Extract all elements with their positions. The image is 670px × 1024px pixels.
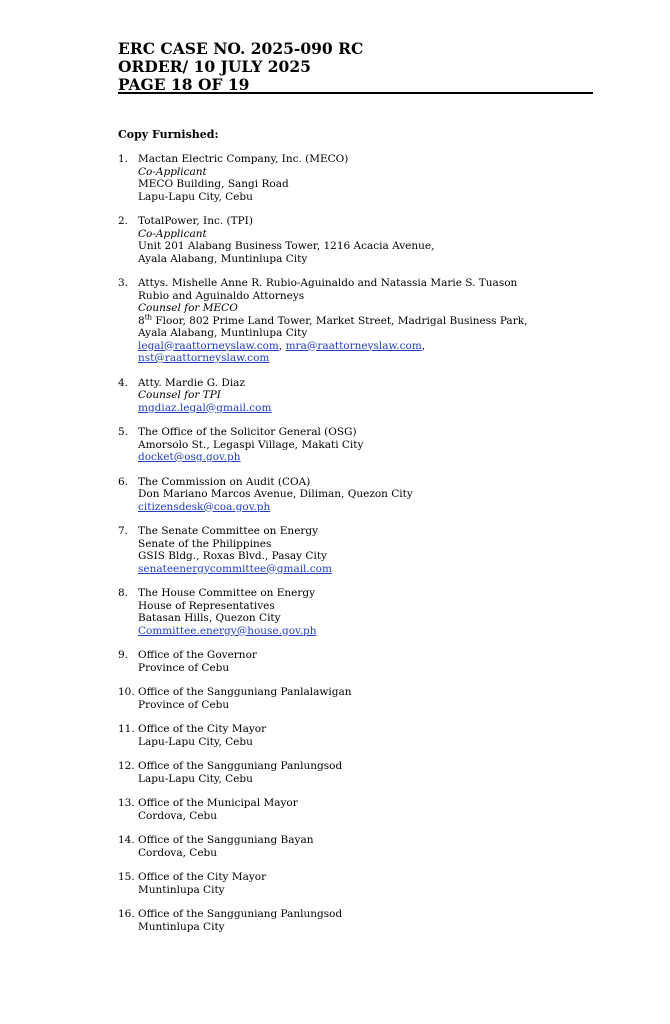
email-link[interactable]: Committee.energy@house.gov.ph: [138, 624, 317, 637]
item-number: 10.: [118, 686, 135, 698]
item-number: 8.: [118, 587, 129, 599]
item-body: [138, 215, 588, 265]
address-line: MECO Building, Sangi Road: [138, 178, 289, 190]
item-number: 14.: [118, 834, 135, 846]
list-item: [118, 277, 588, 365]
header-divider: [118, 92, 593, 94]
item-number: 1.: [118, 153, 129, 165]
address-line: Lapu-Lapu City, Cebu: [138, 190, 253, 203]
item-number: 7.: [118, 525, 129, 537]
address-text: Floor, 802 Prime Land Tower, Market Street, Madrigal Business Park,: [152, 314, 528, 327]
address-line: The Office of the Solicitor General (OSG): [138, 426, 357, 438]
item-body: [138, 476, 588, 514]
ordinal-suffix: th: [144, 313, 153, 321]
address-line: Office of the Governor: [138, 649, 257, 661]
address-line: The Senate Committee on Energy: [138, 525, 319, 537]
counsel-role: Co-Applicant: [138, 227, 207, 240]
email-link[interactable]: citizensdesk@coa.gov.ph: [138, 500, 271, 513]
separator-text: ,: [278, 339, 286, 352]
item-number: 9.: [118, 649, 129, 661]
address-line: GSIS Bldg., Roxas Blvd., Pasay City: [138, 550, 327, 562]
address-line: Senate of the Philippines: [138, 537, 272, 550]
list-item: [118, 377, 588, 415]
address-line: The Commission on Audit (COA): [138, 475, 311, 488]
item-number: 5.: [118, 426, 129, 438]
counsel-role: Counsel for MECO: [138, 302, 238, 314]
address-line: Muntinlupa City: [138, 920, 225, 933]
address-line: Don Mariano Marcos Avenue, Diliman, Quezon City: [138, 488, 413, 500]
floor-number: 8: [138, 314, 145, 327]
item-body: [138, 377, 588, 415]
list-item: [118, 871, 588, 896]
email-link[interactable]: legal@raattorneyslaw.com: [138, 339, 279, 352]
item-number: 6.: [118, 475, 129, 488]
item-body: [138, 760, 588, 785]
counsel-role: Counsel for TPI: [138, 389, 221, 401]
address-line: Office of the Sangguniang Bayan: [138, 834, 314, 846]
item-body: [138, 649, 588, 674]
address-line: [138, 340, 588, 353]
item-number: 15.: [118, 871, 135, 883]
item-body: [138, 587, 588, 637]
item-number: 11.: [118, 723, 135, 735]
email-link[interactable]: mgdiaz.legal@gmail.com: [138, 401, 272, 414]
separator-text: ,: [421, 339, 426, 352]
address-line: Lapu-Lapu City, Cebu: [138, 772, 253, 785]
list-item: [118, 587, 588, 637]
case-number: ERC CASE NO. 2025-090 RC: [118, 39, 364, 58]
address-line: Lapu-Lapu City, Cebu: [138, 735, 253, 748]
address-line: Mactan Electric Company, Inc. (MECO): [138, 153, 349, 165]
item-number: 12.: [118, 760, 135, 772]
item-number: 13.: [118, 797, 135, 809]
list-item: [118, 908, 588, 933]
email-link[interactable]: senateenergycommittee@gmail.com: [138, 562, 332, 575]
item-number: 2.: [118, 215, 129, 227]
address-line: Atty. Mardie G. Diaz: [138, 376, 245, 389]
item-number: 16.: [118, 908, 135, 920]
address-line: Muntinlupa City: [138, 883, 225, 896]
list-item: [118, 760, 588, 785]
address-line: Province of Cebu: [138, 698, 230, 711]
address-line: Attys. Mishelle Anne R. Rubio-Aguinaldo and Natassia Marie S. Tuason: [138, 277, 518, 289]
item-body: [138, 797, 588, 822]
address-line: Office of the Sangguniang Panlalawigan: [138, 686, 352, 698]
address-line: Ayala Alabang, Muntinlupa City: [138, 327, 308, 339]
address-line: Office of the City Mayor: [138, 723, 267, 735]
address-line: The House Committee on Energy: [138, 587, 316, 599]
address-line: Unit 201 Alabang Business Tower, 1216 Acacia Avenue,: [138, 240, 435, 252]
address-line: Office of the Sangguniang Panlungsod: [138, 760, 343, 772]
address-line: Ayala Alabang, Muntinlupa City: [138, 252, 308, 265]
address-line: Rubio and Aguinaldo Attorneys: [138, 289, 305, 302]
address-line: Province of Cebu: [138, 661, 230, 674]
item-body: [138, 908, 588, 933]
item-body: [138, 426, 588, 464]
page-number: PAGE 18 OF 19: [118, 75, 250, 94]
address-line: House of Representatives: [138, 599, 275, 612]
list-item: [118, 723, 588, 748]
item-number: 3.: [118, 277, 129, 289]
address-line: Office of the Municipal Mayor: [138, 797, 298, 809]
item-body: [138, 686, 588, 711]
list-item: [118, 525, 588, 575]
address-line: Batasan Hills, Quezon City: [138, 612, 281, 624]
address-line: Cordova, Cebu: [138, 809, 218, 822]
item-body: [138, 871, 588, 896]
list-item: [118, 153, 588, 203]
list-item: [118, 476, 588, 514]
item-body: [138, 525, 588, 575]
address-line: TotalPower, Inc. (TPI): [138, 215, 253, 227]
address-line: Office of the City Mayor: [138, 871, 267, 883]
item-number: 4.: [118, 376, 129, 389]
item-body: [138, 834, 588, 859]
counsel-role: Co-Applicant: [138, 165, 207, 178]
address-line: Amorsolo St., Legaspi Village, Makati City: [138, 438, 364, 451]
list-item: [118, 426, 588, 464]
list-item: [118, 797, 588, 822]
item-body: [138, 723, 588, 748]
item-body: [138, 153, 588, 203]
order-date: ORDER/ 10 JULY 2025: [118, 57, 311, 76]
email-link[interactable]: mra@raattorneyslaw.com: [285, 339, 422, 352]
copy-furnished-list: [118, 153, 588, 945]
address-line: [138, 315, 588, 328]
list-item: [118, 686, 588, 711]
address-line: Office of the Sangguniang Panlungsod: [138, 908, 343, 920]
address-line: Cordova, Cebu: [138, 846, 218, 859]
list-item: [118, 834, 588, 859]
copy-furnished-heading: Copy Furnished:: [118, 128, 219, 141]
email-link[interactable]: nst@raattorneyslaw.com: [138, 352, 270, 364]
document-header: [118, 40, 363, 94]
email-link[interactable]: docket@osg.gov.ph: [138, 451, 241, 463]
item-body: [138, 277, 588, 365]
list-item: [118, 649, 588, 674]
list-item: [118, 215, 588, 265]
